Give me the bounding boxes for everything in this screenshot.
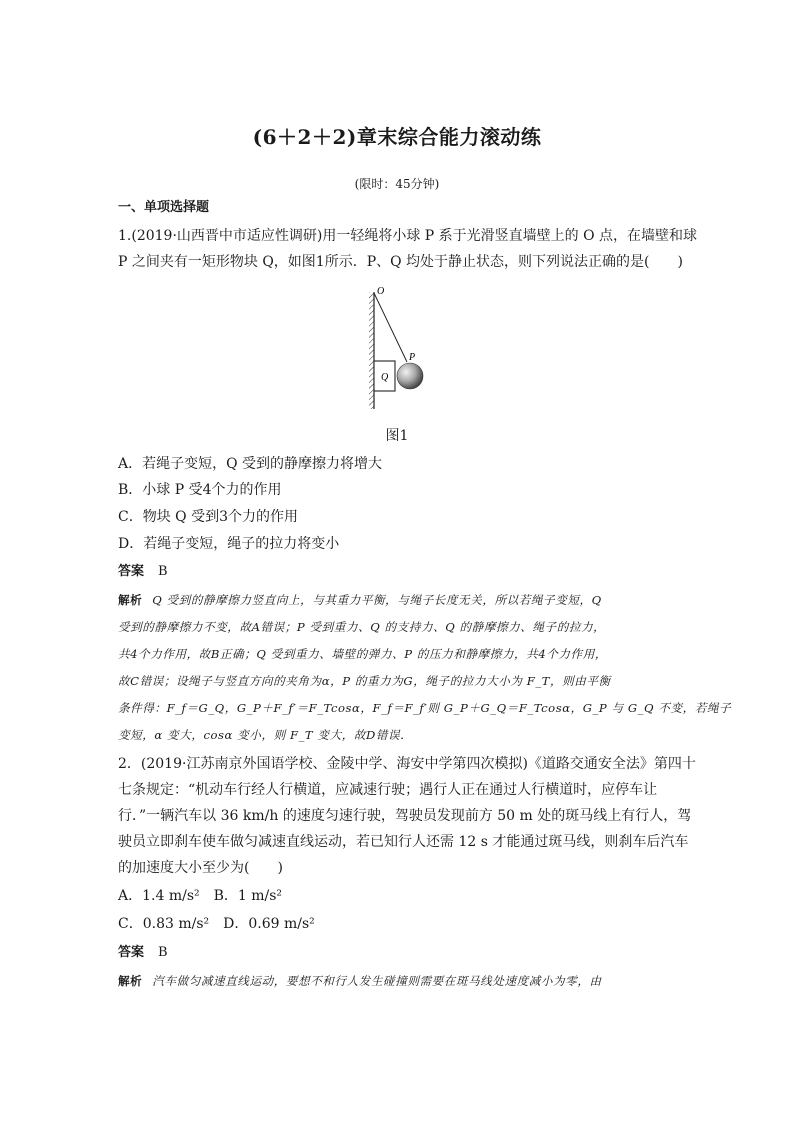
q2-analysis-line-1 bbox=[118, 971, 602, 991]
q1-stem-line-2: P 之间夹有一矩形物块 Q，如图1所示．P、Q 均处于静止状态，则下列说法正确的是( ) bbox=[118, 254, 683, 270]
wall-ball-diagram bbox=[360, 284, 440, 414]
q1-answer-value: B bbox=[158, 564, 168, 579]
q2-stem-line-4: 驶员立即刹车使车做匀减速直线运动，若已知行人还需 12 s 才能通过斑马线，则刹车后汽车 bbox=[118, 834, 689, 850]
q1-option-b: B．小球 P 受4个力的作用 bbox=[118, 482, 282, 498]
q2-stem-line-5: 的加速度大小至少为( ) bbox=[118, 860, 283, 876]
q1-analysis-label: 解析 bbox=[118, 593, 143, 607]
q2-options-ab: A．1.4 m/s² B．1 m/s² bbox=[118, 888, 283, 904]
q1-analysis-line-5: 条件得：F_f＝G_Q，G_P＋F_f′＝F_Tcosα，F_f＝F_f′则 G_P＋G_Q＝F_Tcosα，G_P 与 G_Q 不变，若绳子 bbox=[118, 701, 732, 715]
wall-hatching bbox=[369, 292, 374, 409]
q2-stem-line-1: 2．(2019·江苏南京外国语学校、金陵中学、海安中学第四次模拟)《道路交通安全法》第四十 bbox=[118, 756, 696, 772]
q1-option-c: C．物块 Q 受到3个力的作用 bbox=[118, 509, 298, 525]
q2-stem-line-3: 行．”一辆汽车以 36 km/h 的速度匀速行驶，驾驶员发现前方 50 m 处的斑马线上有行人，驾 bbox=[118, 808, 692, 824]
q2-answer-value: B bbox=[158, 945, 168, 960]
q1-answer-label: 答案 bbox=[118, 564, 145, 579]
q2-answer-label: 答案 bbox=[118, 945, 145, 960]
rope-line bbox=[374, 293, 407, 362]
q2-options-cd: C．0.83 m/s² D．0.69 m/s² bbox=[118, 916, 315, 932]
section-heading: 一、单项选择题 bbox=[118, 200, 210, 215]
q1-analysis-line-3: 共4个力作用，故B正确；Q 受到重力、墙壁的弹力、P 的压力和静摩擦力，共4个力作用， bbox=[118, 647, 607, 661]
q2-analysis-text-1: 汽车做匀减速直线运动，要想不和行人发生碰撞则需要在斑马线处速度减小为零，由 bbox=[152, 974, 602, 988]
ball-p bbox=[397, 363, 423, 389]
label-o: O bbox=[377, 286, 385, 297]
q1-option-d: D．若绳子变短，绳子的拉力将变小 bbox=[118, 536, 340, 552]
label-p: P bbox=[409, 352, 416, 363]
page-title: (6＋2＋2)章末综合能力滚动练 bbox=[252, 125, 542, 149]
figure-1 bbox=[360, 284, 440, 414]
q2-stem-line-2: 七条规定：“机动车行经人行横道，应减速行驶；遇行人正在通过人行横道时，应停车让 bbox=[118, 782, 658, 798]
label-q: Q bbox=[381, 372, 389, 383]
q1-answer bbox=[118, 562, 168, 582]
q1-analysis-line-2: 受到的静摩擦力不变，故A错误；P 受到重力、Q 的支持力、Q 的静摩擦力、绳子的拉力， bbox=[118, 620, 606, 634]
q2-analysis-label: 解析 bbox=[118, 974, 143, 988]
figure-caption: 图1 bbox=[385, 428, 409, 444]
q1-analysis-line-1 bbox=[118, 590, 602, 610]
q1-analysis-line-6: 变短，α 变大，cosα 变小，则 F_T 变大，故D错误． bbox=[118, 728, 413, 742]
q1-stem-line-1: 1.(2019·山西晋中市适应性调研)用一轻绳将小球 P 系于光滑竖直墙壁上的 O 点，在墙壁和球 bbox=[118, 228, 698, 244]
time-limit: (限时：45分钟) bbox=[354, 177, 440, 191]
q2-answer bbox=[118, 943, 168, 963]
q1-analysis-line-4: 故C错误；设绳子与竖直方向的夹角为α，P 的重力为G，绳子的拉力大小为 F_T，则由平衡 bbox=[118, 674, 611, 688]
q1-option-a: A．若绳子变短，Q 受到的静摩擦力将增大 bbox=[118, 456, 383, 472]
q1-analysis-text-1: Q 受到的静摩擦力竖直向上，与其重力平衡，与绳子长度无关，所以若绳子变短，Q bbox=[152, 593, 602, 607]
